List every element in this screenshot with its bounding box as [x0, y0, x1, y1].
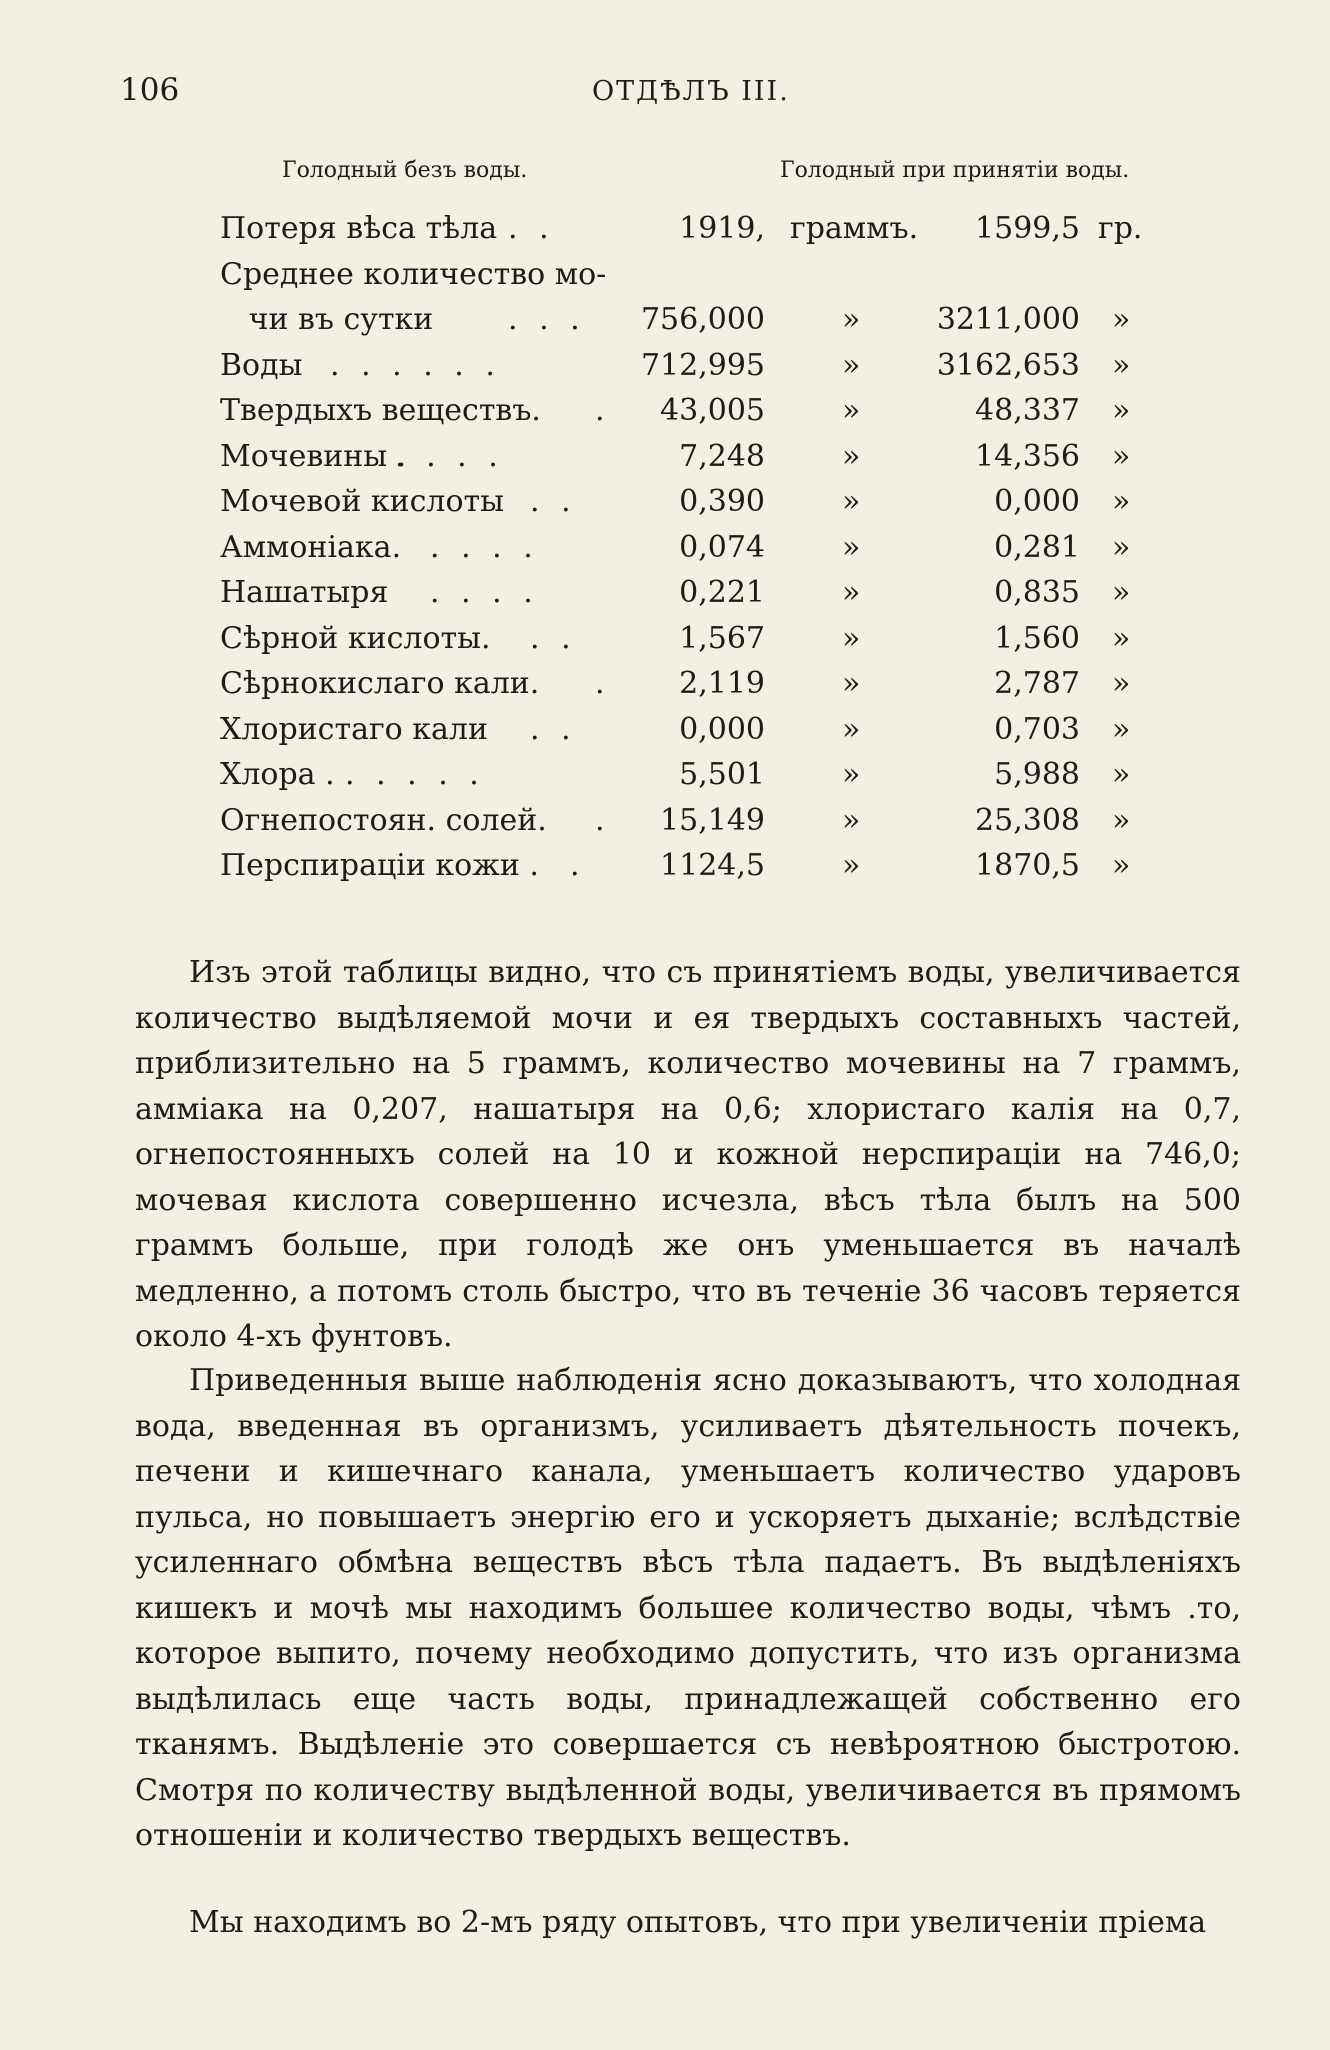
page-header [120, 72, 1250, 122]
ditto-mark: » [1112, 666, 1131, 701]
table-row [0, 752, 1330, 798]
value-with-water: 0,000 [994, 484, 1080, 519]
row-leader-dots: . [595, 393, 611, 428]
row-leader-dots: . . . . . [345, 757, 485, 792]
table-row [0, 661, 1330, 707]
value-with-water: 48,337 [975, 393, 1080, 428]
data-table [0, 206, 1330, 889]
table-row [0, 252, 1330, 298]
ditto-mark: » [1112, 802, 1131, 838]
page-number: 106 [120, 72, 180, 108]
row-label: Мочевины . [220, 438, 407, 474]
row-label: чи въ сутки [220, 302, 434, 337]
ditto-mark: » [842, 757, 861, 792]
table-row [0, 297, 1330, 343]
ditto-mark: » [1112, 302, 1131, 337]
row-label: Хлористаго кали [220, 711, 488, 747]
table-row [0, 616, 1330, 662]
ditto-mark: » [842, 802, 861, 838]
row-leader-dots: . [595, 802, 611, 838]
unit-label: граммъ. [790, 211, 919, 246]
row-leader-dots: . . [530, 484, 577, 519]
value-without-water: 2,119 [679, 666, 765, 701]
value-without-water: 7,248 [679, 438, 765, 474]
value-with-water: 1870,5 [975, 848, 1080, 883]
ditto-mark: » [1112, 757, 1131, 792]
row-label: Хлора . [220, 757, 335, 792]
ditto-mark: » [842, 848, 861, 883]
value-without-water: 0,221 [679, 575, 765, 610]
value-without-water: 15,149 [660, 802, 765, 838]
value-without-water: 1919, [679, 211, 765, 246]
ditto-mark: » [842, 666, 861, 701]
ditto-mark: » [842, 575, 861, 610]
row-label: Сѣрнокислаго кали. [220, 666, 540, 701]
row-leader-dots: . . . . . . [330, 347, 501, 383]
ditto-mark: » [1112, 620, 1131, 656]
table-row [0, 343, 1330, 389]
ditto-mark: » [1112, 347, 1131, 383]
table-row [0, 707, 1330, 753]
paragraph-2: Приведенныя выше наблюденія ясно доказываютъ, что холодная вода, введенная въ организмъ, усиливаетъ дѣятельность почекъ, печени и кишечнаго канала, уменьшаетъ количество ударовъ пульса, но повышаетъ энергію его и ускоряетъ дыханіе; вслѣдствіе усиленнаго обмѣна веществъ вѣсъ тѣла падаетъ. Въ выдѣленіяхъ кишекъ и мочѣ мы находимъ большее количество воды, чѣмъ .то, которое выпито, почему необходимо допустить, что изъ организма выдѣлилась еще часть воды, принадлежащей собственно его тканямъ. Выдѣленіе это совершается съ невѣроятною быстротою. Смотря по количеству выдѣленной воды, увеличивается въ прямомъ отношеніи и количество твердыхъ веществъ. [135, 1363, 1241, 1853]
value-with-water: 25,308 [975, 802, 1080, 838]
column-head-without-water: Голодный безъ воды. [282, 158, 528, 183]
value-with-water: 0,703 [994, 711, 1080, 747]
table-row [0, 388, 1330, 434]
unit-label: гр. [1098, 211, 1143, 246]
ditto-mark: » [842, 302, 861, 337]
table-row [0, 434, 1330, 480]
row-label: Воды [220, 347, 303, 383]
row-label: Огнепостоян. солей. [220, 802, 547, 838]
value-with-water: 0,835 [994, 575, 1080, 610]
row-label: Сѣрной кислоты. [220, 620, 491, 656]
row-leader-dots: . . [530, 711, 577, 747]
value-with-water: 3211,000 [936, 302, 1080, 337]
value-with-water: 1599,5 [975, 211, 1080, 246]
row-label: Мочевой кислоты [220, 484, 504, 519]
ditto-mark: » [1112, 438, 1131, 474]
ditto-mark: » [1112, 575, 1131, 610]
table-column-headers [0, 158, 1330, 198]
row-label: Перспираціи кожи . [220, 848, 539, 883]
row-leader-dots: . [570, 848, 586, 883]
table-row [0, 479, 1330, 525]
table-row [0, 206, 1330, 252]
value-without-water: 756,000 [640, 302, 765, 337]
row-label: Потеря вѣса тѣла [220, 211, 498, 246]
row-label: Нашатыря [220, 575, 389, 610]
ditto-mark: » [842, 620, 861, 656]
ditto-mark: » [1112, 711, 1131, 747]
row-leader-dots: . . . . [430, 529, 539, 565]
ditto-mark: » [842, 484, 861, 519]
value-without-water: 5,501 [679, 757, 765, 792]
row-label: Среднее количество мо- [220, 256, 607, 292]
value-without-water: 1,567 [679, 620, 765, 656]
row-label: Аммоніака. [220, 529, 402, 565]
value-without-water: 1124,5 [660, 848, 765, 883]
paragraph-1: Изъ этой таблицы видно, что съ принятіемъ воды, увеличивается количество выдѣляемой мочи и ея твердыхъ составныхъ частей, приблизительно на 5 граммъ, количество мочевины на 7 граммъ, амміака на 0,207, нашатыря на 0,6; хлористаго калія на 0,7, огнепостоянныхъ солей на 10 и кожной нерспираціи на 746,0; мочевая кислота совершенно исчезла, вѣсъ тѣла былъ на 500 граммъ больше, при голодѣ же онъ уменьшается въ началѣ медленно, а потомъ столь быстро, что въ теченіе 36 часовъ теряется около 4-хъ фунтовъ. [135, 955, 1241, 1354]
value-with-water: 5,988 [994, 757, 1080, 792]
table-row [0, 843, 1330, 889]
row-leader-dots: . . . . [430, 575, 539, 610]
value-without-water: 712,995 [640, 347, 765, 383]
value-with-water: 14,356 [975, 438, 1080, 474]
value-with-water: 0,281 [994, 529, 1080, 565]
ditto-mark: » [1112, 484, 1131, 519]
value-with-water: 3162,653 [936, 347, 1080, 383]
value-with-water: 1,560 [994, 620, 1080, 656]
paragraph-3: Мы находимъ во 2-мъ ряду опытовъ, что при увеличеніи пріема [189, 1905, 1207, 1940]
row-leader-dots: . [595, 666, 611, 701]
ditto-mark: » [842, 347, 861, 383]
row-leader-dots: . . [508, 211, 555, 246]
ditto-mark: » [1112, 393, 1131, 428]
ditto-mark: » [842, 393, 861, 428]
value-without-water: 0,390 [679, 484, 765, 519]
ditto-mark: » [842, 529, 861, 565]
ditto-mark: » [1112, 848, 1131, 883]
value-without-water: 0,000 [679, 711, 765, 747]
value-with-water: 2,787 [994, 666, 1080, 701]
column-head-with-water: Голодный при принятіи воды. [780, 158, 1130, 183]
row-leader-dots: . . . . [395, 438, 504, 474]
table-row [0, 570, 1330, 616]
ditto-mark: » [842, 711, 861, 747]
table-row [0, 798, 1330, 844]
value-without-water: 0,074 [679, 529, 765, 565]
value-without-water: 43,005 [660, 393, 765, 428]
row-leader-dots: . . . [508, 302, 586, 337]
ditto-mark: » [842, 438, 861, 474]
ditto-mark: » [1112, 529, 1131, 565]
table-row [0, 525, 1330, 571]
row-label: Твердыхъ веществъ. [220, 393, 541, 428]
running-head: ОТДѢЛЪ III. [592, 76, 790, 107]
row-leader-dots: . . [530, 620, 577, 656]
